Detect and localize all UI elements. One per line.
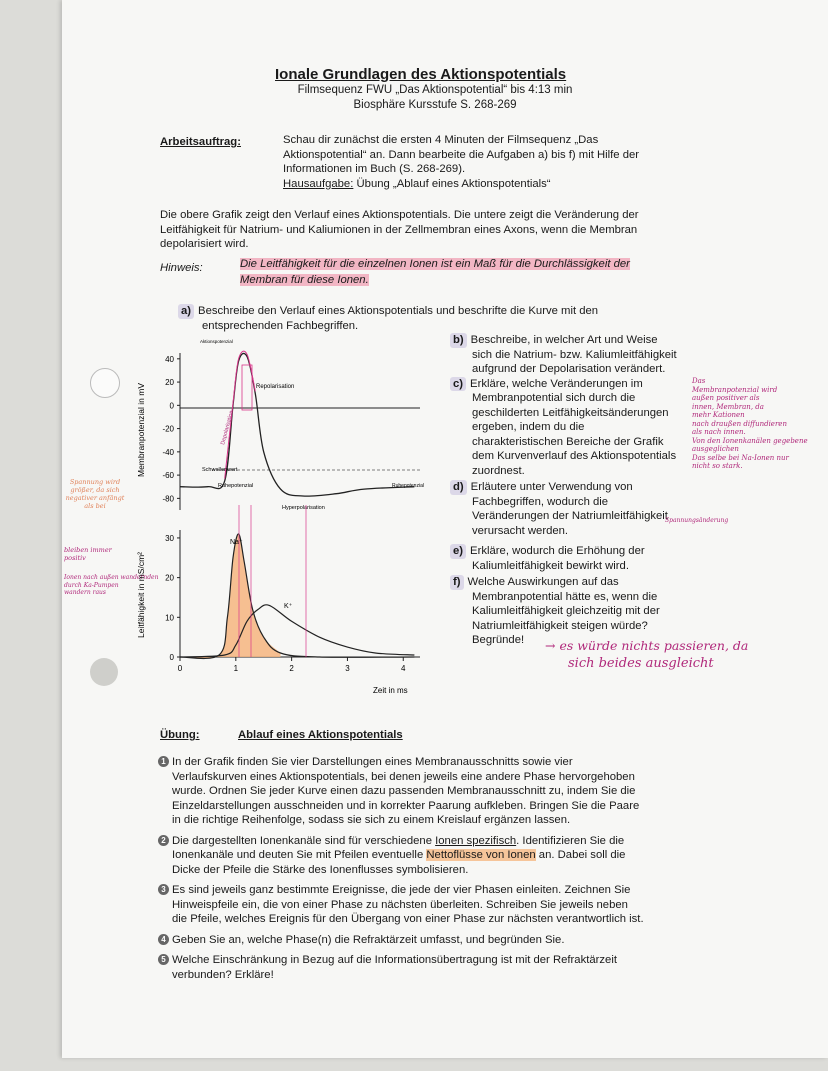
na-curve — [180, 534, 414, 659]
task-label: f) — [450, 575, 464, 590]
text-line: ergeben, indem du die — [472, 421, 585, 433]
text-line: dem Kurvenverlauf des Aktionspotentials — [472, 450, 677, 462]
note-line: Membranpotenzial wird — [692, 385, 778, 394]
annotation-ruhe-right: Ruhepotenzial — [392, 483, 424, 489]
item-number: 4 — [158, 934, 169, 945]
item-number: 2 — [158, 835, 169, 846]
note-line: positiv — [64, 554, 86, 562]
text-line: Informationen im Buch (S. 268-269). — [283, 163, 466, 175]
xlabel-bottom: Zeit in ms — [373, 686, 408, 695]
x-tick-label: 4 — [401, 664, 406, 673]
text-line: Veränderungen der Natriumleitfähigkeit — [472, 510, 668, 522]
annotation-depol: Depolarisation — [220, 409, 236, 446]
note-line: Spannung wird — [69, 478, 121, 486]
exercise-item-5 — [158, 953, 718, 982]
underlined-text: Ionen spezifisch — [435, 834, 517, 847]
note-line: außen positiver als — [692, 394, 760, 402]
text-line: Die obere Grafik zeigt den Verlauf eines Aktionspotentials. Die untere zeigt die Veränderung der — [160, 209, 639, 221]
handwritten-note-left — [64, 478, 126, 510]
note-line: Von den Ionenkanälen gegebene — [692, 436, 808, 445]
handwritten-note-f2: sich beides ausgleicht — [568, 656, 714, 671]
note-line: negativer anfängt — [65, 494, 125, 502]
text-line: Natriumleitfähigkeit steigen würde? — [472, 619, 648, 632]
text-line: in die richtige Reihenfolge, sodass sie sich zu einem Kreislauf ergänzen lassen. — [172, 814, 571, 826]
text-line: e) Erkläre, wodurch die Erhöhung der — [450, 544, 710, 559]
text-line: geschilderten Leitfähigkeitsänderungen — [472, 406, 669, 419]
text-line: sich die Natrium- bzw. Kaliumleitfähigkeit — [472, 348, 677, 361]
y-tick-label: -80 — [162, 494, 174, 504]
text-span: Ionenkanäle und deuten Sie mit Pfeilen eventuelle — [172, 849, 427, 861]
y-ticks-bottom — [165, 534, 180, 662]
task-a — [178, 304, 598, 333]
text-line: Einzeldarstellungen ausschneiden und in korrekter Paarung aufkleben. Bringen Sie die Paare — [172, 799, 640, 812]
annotation-schwelle: Schwellenwert — [202, 467, 238, 473]
highlighted-hint: Die Leitfähigkeit für die einzelnen Ionen ist ein Maß für die Durchlässigkeit der — [240, 258, 630, 270]
task-d — [450, 480, 710, 538]
y-tick-label: 10 — [165, 613, 174, 623]
note-line: ausgeglichen — [692, 445, 739, 453]
task-b — [450, 333, 710, 377]
text-line: f) Welche Auswirkungen auf das — [450, 575, 710, 590]
hint-text — [240, 256, 630, 288]
text-line: die Pfeile, welches Ereignis für den Übergang von einer Phase zur nächsten verantwortlich ist. — [172, 913, 644, 925]
handwritten-note-c — [692, 377, 812, 471]
text-line: Kaliumleitfähigkeit gleichzeitig mit der — [472, 605, 660, 617]
exercise-item-1 — [158, 755, 718, 828]
annotation-top: Aktionspotenzial — [200, 339, 233, 344]
y-tick-label: -60 — [162, 471, 174, 481]
ylabel-bottom: Leitfähigkeit in mS/cm² — [136, 552, 146, 638]
text-span: Die dargestellten Ionenkanäle sind für verschiedene — [172, 834, 436, 847]
text-line: depolarisiert wird. — [160, 238, 249, 250]
y-tick-label: 30 — [165, 533, 174, 543]
note-line: nach draußen diffundieren — [692, 419, 787, 428]
subtitle-line: Biosphäre Kursstufe S. 268-269 — [353, 99, 517, 111]
na-label: Na⁺ — [230, 539, 243, 546]
exercise-title: Ablauf eines Aktionspotentials — [238, 729, 403, 741]
punch-hole — [90, 368, 120, 398]
annotation-hyper: Hyperpolarisation — [282, 505, 325, 511]
text-line: Schau dir zunächst die ersten 4 Minuten der Filmsequenz „Das — [283, 134, 599, 146]
page-title: Ionale Grundlagen des Aktionspotentials — [275, 66, 567, 83]
charts — [130, 335, 440, 700]
text-span: . Identifizieren Sie die — [516, 834, 625, 847]
exercise-item-2 — [158, 834, 718, 878]
assignment-text — [283, 133, 639, 191]
y-tick-label: 40 — [165, 354, 174, 364]
text-line: Membranpotential hätte es, wenn die — [472, 590, 658, 603]
text-line: Geben Sie an, welche Phase(n) die Refraktärzeit umfasst, und begründen Sie. — [172, 933, 565, 946]
exercise-item-3 — [158, 883, 718, 927]
highlighted-text: Nettoflüsse von Ionen — [426, 849, 536, 861]
intro-text — [160, 208, 720, 252]
homework-label: Hausaufgabe: — [283, 177, 354, 190]
handwritten-note-f1: → es würde nichts passieren, da — [545, 638, 749, 653]
text-line: Begründe! — [472, 634, 525, 646]
item-number: 1 — [158, 756, 169, 767]
text-line: Hinweispfeile ein, die von einer Phase zu nächsten überleiten. Schreiben Sie jeweils neben — [172, 898, 628, 911]
exercise-items — [158, 755, 718, 982]
homework-text: Übung „Ablauf eines Aktionspotentials“ — [353, 177, 551, 190]
k-label: K⁺ — [284, 603, 293, 610]
text-line: Es sind jeweils ganz bestimmte Ereignisse, die jede der vier Phasen einleiten. Zeichnen Sie — [172, 884, 631, 896]
y-ticks-top — [162, 355, 180, 504]
y-tick-label: -40 — [162, 447, 174, 457]
handwritten-note-left — [64, 546, 112, 562]
note-line: mehr Kationen — [692, 411, 745, 419]
text-line: aufgrund der Depolarisation verändert. — [472, 363, 666, 375]
y-tick-label: -20 — [162, 424, 174, 434]
text-line: Fachbegriffen, wodurch die — [472, 495, 609, 508]
text-line: verursacht werden. — [472, 524, 569, 537]
k-curve — [180, 605, 414, 657]
task-f — [450, 575, 710, 648]
note-line: innen, Membran, da — [692, 402, 764, 411]
note-line: Das selbe bei Na-Ionen nur — [692, 453, 789, 462]
item-number: 3 — [158, 884, 169, 895]
punch-hole — [90, 658, 118, 686]
hint-label: Hinweis: — [160, 262, 203, 274]
text-line: Verlaufskurven eines Aktionspotentials, bei denen jeweils eine andere Phase hervorgehoben — [172, 770, 635, 783]
y-tick-label: 0 — [169, 401, 174, 411]
x-ticks-bottom — [178, 657, 406, 673]
text-line: c) Erkläre, welche Veränderungen im — [450, 377, 710, 392]
text-line: zuordnest. — [472, 464, 525, 477]
text-line: Beschreibe den Verlauf eines Aktionspotentials und beschrifte die Kurve mit den — [198, 305, 599, 317]
x-tick-label: 1 — [233, 664, 239, 673]
action-potential-curve — [180, 353, 414, 496]
x-tick-label: 3 — [345, 664, 350, 673]
note-line: bleiben immer — [64, 546, 112, 554]
handwritten-note-d: Spannungsänderung — [665, 517, 729, 524]
y-tick-label: 0 — [169, 653, 174, 662]
note-line: größer, da sich — [70, 486, 120, 494]
exercise-label: Übung: — [160, 729, 200, 741]
marker-box — [242, 365, 252, 410]
task-label: d) — [450, 480, 467, 495]
text-line: Aktionspotential“ an. Dann bearbeite die Aufgaben a) bis f) mit Hilfe der — [283, 148, 640, 161]
item-number: 5 — [158, 954, 169, 965]
x-tick-label: 2 — [289, 664, 294, 673]
task-label: e) — [450, 544, 466, 559]
task-c — [450, 377, 710, 479]
text-line: Dicke der Pfeile die Stärke des Ionenflusses symbolisieren. — [172, 863, 469, 876]
note-line: als bei — [84, 502, 106, 510]
assignment-label: Arbeitsauftrag: — [160, 136, 241, 148]
text-line: Welche Einschränkung in Bezug auf die Informationsübertragung ist mit der Refraktärzeit — [172, 954, 617, 966]
task-e — [450, 544, 710, 573]
task-label: c) — [450, 377, 466, 392]
text-line: Kaliumleitfähigkeit bewirkt wird. — [472, 559, 629, 572]
task-label: a) — [178, 304, 194, 319]
subtitle-line: Filmsequenz FWU „Das Aktionspotential“ bis 4:13 min — [297, 84, 573, 96]
note-line: Ionen nach außen wandernden — [64, 574, 159, 581]
text-span: an. Dabei soll die — [535, 849, 626, 861]
homework-line — [283, 177, 639, 192]
note-line: als nach innen. — [692, 428, 746, 436]
text-line: charakteristischen Bereiche der Grafik — [472, 435, 664, 448]
text-line: In der Grafik finden Sie vier Darstellungen eines Membranausschnitts sowie vier — [172, 756, 573, 768]
text-line: wurde. Ordnen Sie jeder Kurve einen dazu passenden Membranausschnitt zu, indem Sie die — [172, 785, 636, 797]
text-line: Membranpotential sich durch die — [472, 392, 636, 404]
note-line: Das — [692, 377, 706, 385]
y-tick-label: 20 — [165, 573, 174, 583]
text-line: d) Erläutere unter Verwendung von — [450, 480, 710, 495]
note-line: durch Ka-Pumpen — [64, 581, 119, 589]
ylabel-top: Membranpotenzial in mV — [136, 382, 146, 478]
exercise-item-4 — [158, 933, 718, 948]
annotation-ruhe-left: Ruhepotenzial — [218, 483, 254, 489]
x-tick-label: 0 — [177, 664, 183, 673]
text-line: Leitfähigkeit für Natrium- und Kaliumionen in der Zellmembran eines Axons, wenn die Membran — [160, 223, 638, 236]
task-label: b) — [450, 333, 467, 348]
text-line: entsprechenden Fachbegriffen. — [202, 319, 359, 332]
text-line: b) Beschreibe, in welcher Art und Weise — [450, 333, 710, 348]
note-line: wandern raus — [64, 589, 106, 596]
y-tick-label: 20 — [165, 378, 174, 388]
tasks-right — [450, 333, 710, 648]
annotation-repol: Repolarisation — [256, 384, 295, 390]
note-line: nicht so stark. — [692, 462, 743, 470]
text-line: verbunden? Erkläre! — [172, 968, 274, 981]
highlighted-hint: Membran für diese Ionen. — [240, 274, 369, 286]
